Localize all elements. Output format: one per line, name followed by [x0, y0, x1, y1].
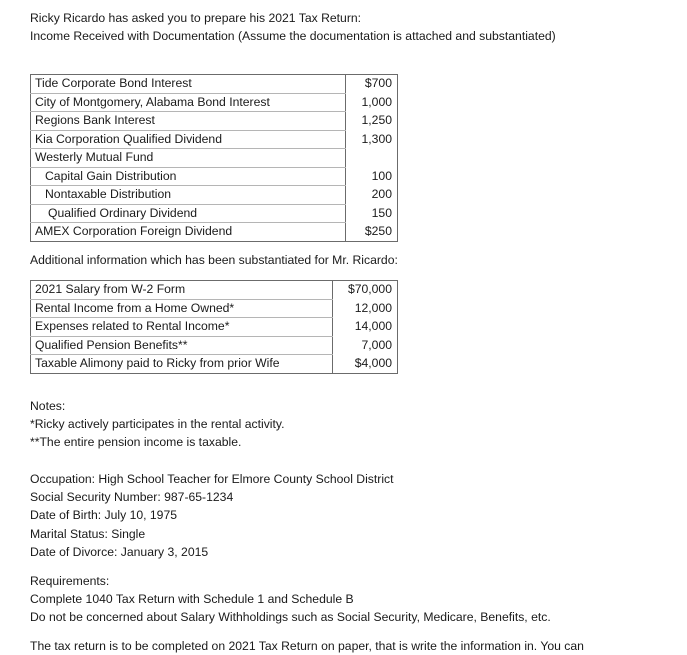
row-label: Regions Bank Interest: [31, 112, 346, 131]
row-label: Nontaxable Distribution: [31, 186, 346, 205]
additional-table: [30, 280, 398, 374]
table-row: [31, 223, 398, 242]
table-row: [31, 204, 398, 223]
header-line-2: Income Received with Documentation (Assume the documentation is attached and substantiated): [30, 29, 556, 43]
row-label: Qualified Pension Benefits**: [31, 336, 333, 355]
row-label: Capital Gain Distribution: [31, 167, 346, 186]
table-row: [31, 281, 398, 300]
table-row: [31, 149, 398, 168]
row-value: $4,000: [354, 355, 392, 370]
table-row: [31, 112, 398, 131]
row-value: 1,250: [361, 113, 392, 127]
occupation: Occupation: High School Teacher for Elmore County School District: [30, 472, 394, 486]
table-row: [31, 186, 398, 205]
table-row: [31, 93, 398, 112]
row-value: 200: [371, 187, 392, 201]
row-label: Expenses related to Rental Income*: [31, 318, 333, 337]
requirement-1: Complete 1040 Tax Return with Schedule 1 and Schedule B: [30, 592, 354, 606]
row-value: 7,000: [361, 337, 392, 352]
row-value: [345, 149, 397, 168]
additional-heading: Additional information which has been substantiated for Mr. Ricardo:: [30, 253, 398, 267]
row-value: 150: [371, 205, 392, 220]
row-value: 100: [371, 168, 392, 183]
row-label: Kia Corporation Qualified Dividend: [31, 130, 346, 149]
row-label: Qualified Ordinary Dividend: [31, 204, 346, 223]
table-row: [31, 75, 398, 94]
row-label: Tide Corporate Bond Interest: [31, 75, 346, 94]
table-row: [31, 318, 398, 337]
note-pension: **The entire pension income is taxable.: [30, 435, 242, 449]
table-row: [31, 355, 398, 374]
header-line-1: Ricky Ricardo has asked you to prepare his 2021 Tax Return:: [30, 11, 362, 25]
date-of-divorce: Date of Divorce: January 3, 2015: [30, 545, 209, 559]
row-value: $70,000: [347, 282, 392, 297]
row-label: Rental Income from a Home Owned*: [31, 299, 333, 318]
row-value: 1,000: [361, 94, 392, 109]
ssn: Social Security Number: 987-65-1234: [30, 490, 234, 504]
row-label: Westerly Mutual Fund: [31, 149, 346, 168]
table-row: [31, 130, 398, 149]
row-value: 1,300: [361, 131, 392, 146]
date-of-birth: Date of Birth: July 10, 1975: [30, 508, 178, 522]
notes-title: Notes:: [30, 399, 66, 413]
row-value: $700: [364, 76, 392, 91]
row-value: $250: [364, 223, 392, 238]
row-value: 14,000: [354, 319, 392, 333]
table-row: [31, 299, 398, 318]
row-value: 12,000: [354, 300, 392, 315]
marital-status: Marital Status: Single: [30, 527, 146, 541]
requirements-title: Requirements:: [30, 574, 110, 588]
income-table: [30, 74, 398, 242]
requirement-2: Do not be concerned about Salary Withholdings such as Social Security, Medicare, Benefits, etc.: [30, 610, 551, 624]
row-label: AMEX Corporation Foreign Dividend: [31, 223, 346, 242]
row-label: City of Montgomery, Alabama Bond Interest: [31, 93, 346, 112]
row-label: Taxable Alimony paid to Ricky from prior Wife: [31, 355, 333, 374]
row-label: 2021 Salary from W-2 Form: [31, 281, 333, 300]
note-rental: *Ricky actively participates in the rental activity.: [30, 417, 285, 431]
requirement-3: The tax return is to be completed on 2021 Tax Return on paper, that is write the information in. You can: [30, 639, 584, 653]
table-row: [31, 167, 398, 186]
table-row: [31, 336, 398, 355]
